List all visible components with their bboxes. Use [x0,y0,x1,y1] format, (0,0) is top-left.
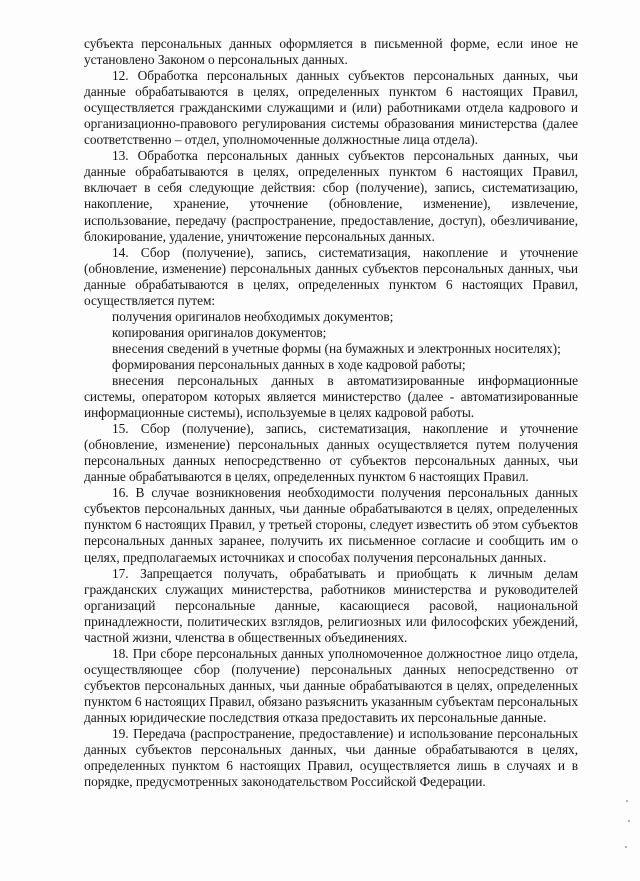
list-item-hr-work: формирования персональных данных в ходе кадровой работы; [112,356,466,372]
paragraph-17: 17. Запрещается получать, обрабатывать и приобщать к личным делам гражданских служащих министерства, работников министерства и руководителей организаций персональные данные, касающиеся расовой, национальной принадлежности, политических взглядов, религиозных или философских убеждений, частной жизни, членства в общественных объединениях. [84,565,578,645]
scan-speck [626,800,628,802]
scan-speck [625,846,627,848]
list-item-originals: получения оригиналов необходимых документов; [112,308,394,324]
paragraph-18: 18. При сборе персональных данных уполномоченное должностное лицо отдела, осуществляющее сбор (получение) персональных данных непосредственно от субъектов персональных данных, чьи данные обрабатываются в целях, определенных пунктом 6 настоящих Правил, обязано разъяснить указанным субъектам персональных данных юридические последствия отказа предоставить их персональные данные. [84,645,578,725]
paragraph-16: 16. В случае возникновения необходимости получения персональных данных субъектов персональных данных, чьи данные обрабатываются в целях, определенных пунктом 6 настоящих Правил, у третьей стороны, следует известить об этом субъектов персональных данных заранее, получить их письменное согласие и сообщить им о целях, предполагаемых источниках и способах получения персональных данных. [84,485,578,565]
paragraph-13: 13. Обработка персональных данных субъектов персональных данных, чьи данные обрабатываются в целях, определенных пунктом 6 настоящих Правил, включает в себя следующие действия: сбор (получение), запись, систематизацию, накопление, хранение, уточнение (обновление, изменение), извлечение, использование, передачу (распространение, предоставление, доступ), обезличивание, блокирование, удаление, уничтожение персональных данных. [84,148,578,244]
document-body [84,36,578,790]
paragraph-19: 19. Передача (распространение, предоставление) и использование персональных данных субъектов персональных данных, чьи данные обрабатываются в целях, определенных пунктом 6 настоящих Правил, осуществляется лишь в случаях и в порядке, предусмотренных законодательством Российской Федерации. [84,726,578,790]
list-item-forms: внесения сведений в учетные формы (на бумажных и электронных носителях); [112,340,561,356]
scan-speck [628,820,630,822]
paragraph-continuation: субъекта персональных данных оформляется в письменной форме, если иное не установлено Законом о персональных данных. [84,36,578,68]
paragraph-15: 15. Сбор (получение), запись, систематизация, накопление и уточнение (обновление, изменение) персональных данных осуществляется путем получения персональных данных непосредственно от субъектов персональных данных, чьи данные обрабатываются в целях, определенных пунктом 6 настоящих Правил. [84,421,578,485]
list-item-copies: копирования оригиналов документов; [112,324,327,340]
paragraph-12: 12. Обработка персональных данных субъектов персональных данных, чьи данные обрабатываются в целях, определенных пунктом 6 настоящих Правил, осуществляется гражданскими служащими и (или) работниками отдела кадрового и организационно-правового регулирования системы образования министерства (далее соответственно – отдел, уполномоченные должностные лица отдела). [84,68,578,148]
paragraph-14: 14. Сбор (получение), запись, систематизация, накопление и уточнение (обновление, изменение) персональных данных субъектов персональных данных, чьи данные обрабатываются в целях, определенных пунктом 6 настоящих Правил, осуществляется путем: [84,244,578,308]
list-item-automated-systems: внесения персональных данных в автоматизированные информационные системы, оператором которых является министерство (далее - автоматизированные информационные системы), используемые в целях кадровой работы. [84,372,578,421]
